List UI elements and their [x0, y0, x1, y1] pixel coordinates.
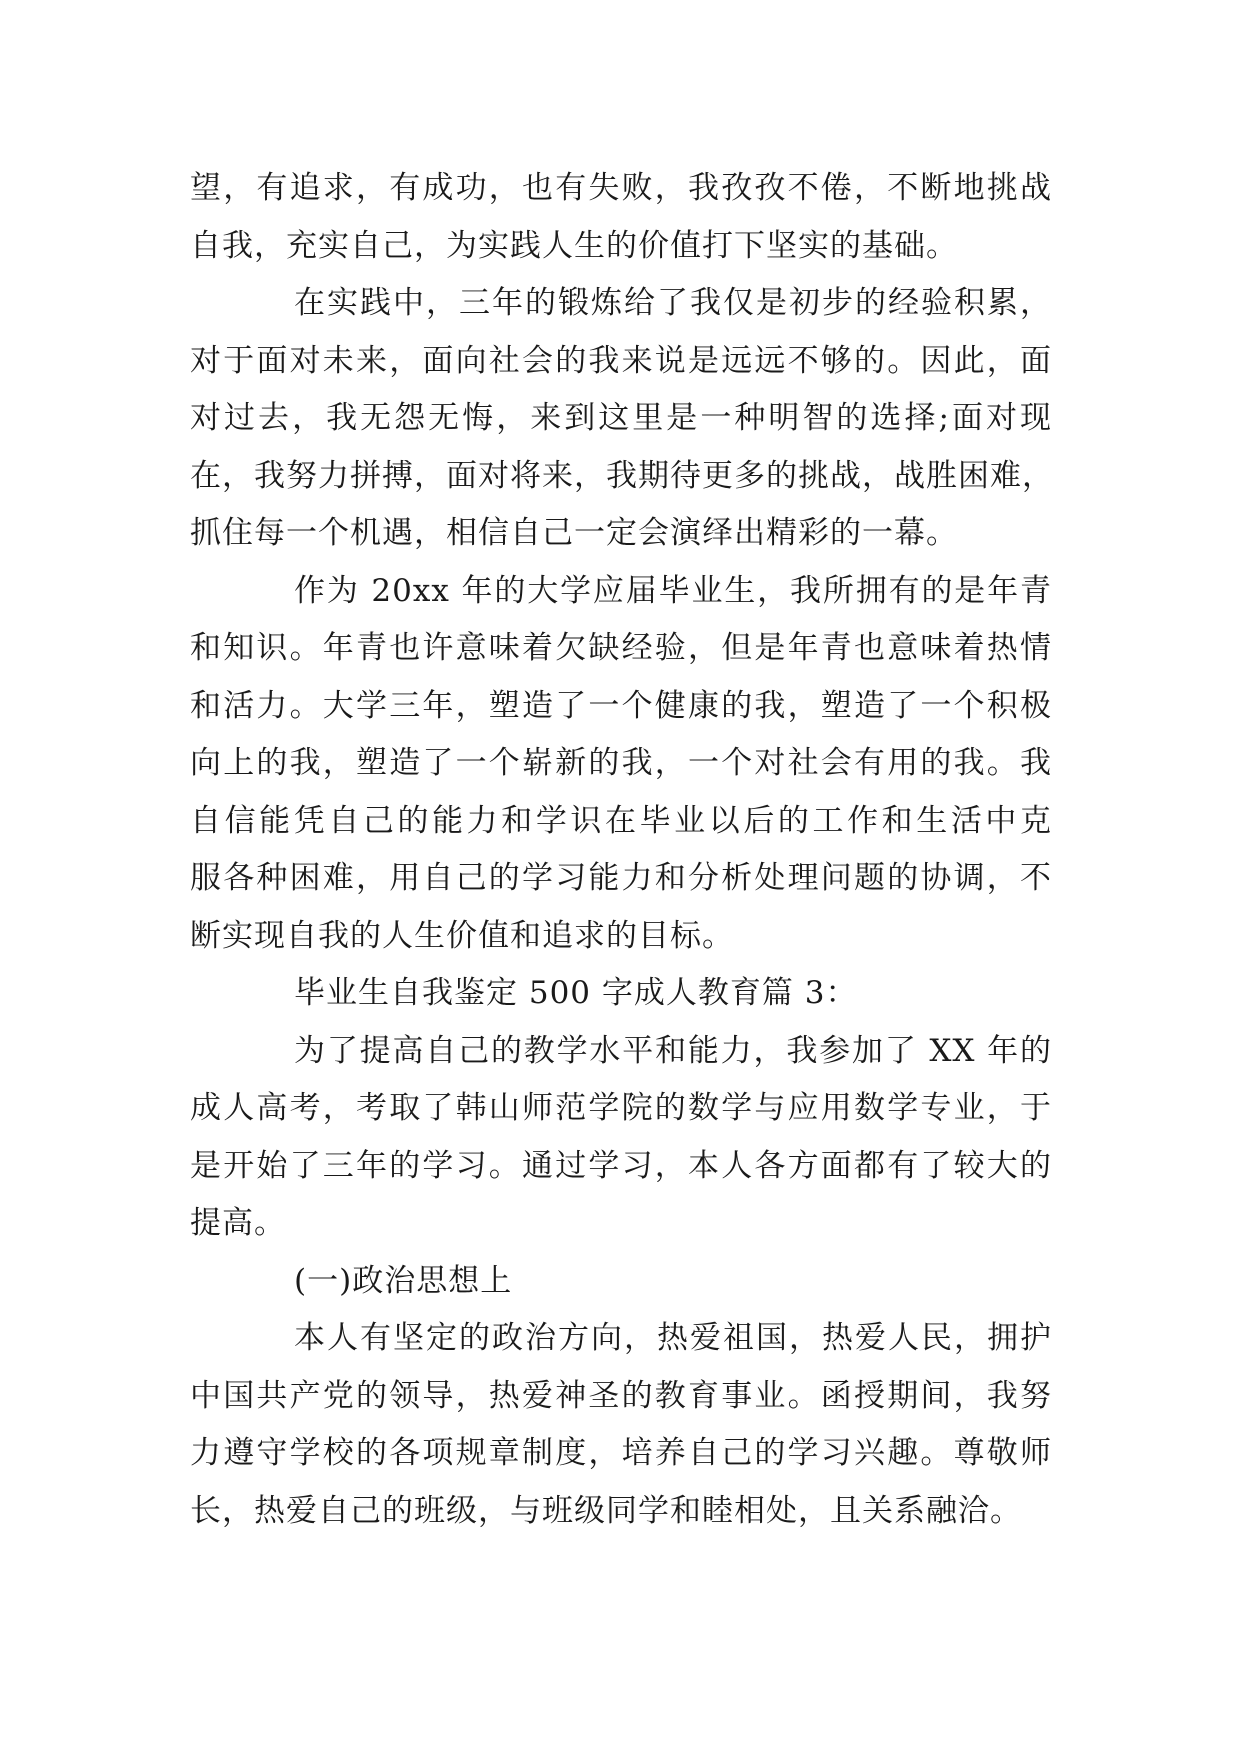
text-line: 毕业生自我鉴定 500 字成人教育篇 3： — [294, 975, 858, 1011]
text-line: 力遵守学校的各项规章制度，培养自己的学习兴趣。尊敬师 — [190, 1435, 1052, 1471]
text-line: 中国共产党的领导，热爱神圣的教育事业。函授期间，我努 — [190, 1377, 1052, 1414]
paragraph — [190, 275, 1052, 563]
text-line: 是开始了三年的学习。通过学习，本人各方面都有了较大的 — [190, 1147, 1052, 1184]
document-body — [190, 160, 1052, 1540]
text-line: 和知识。年青也许意味着欠缺经验，但是年青也意味着热情 — [190, 630, 1052, 666]
text-line: 提高。 — [190, 1205, 286, 1241]
subsection-heading — [190, 1253, 1052, 1311]
text-line: 向上的我，塑造了一个崭新的我，一个对社会有用的我。我 — [190, 745, 1052, 781]
text-line: 断实现自我的人生价值和追求的目标。 — [190, 917, 734, 954]
text-line: 抓住每一个机遇，相信自己一定会演绎出精彩的一幕。 — [190, 515, 958, 551]
text-line: 作为 20xx 年的大学应届毕业生，我所拥有的是年青 — [294, 572, 1052, 609]
text-line: 在实践中，三年的锻炼给了我仅是初步的经验积累， — [294, 285, 1052, 321]
text-line: 自我，充实自己，为实践人生的价值打下坚实的基础。 — [190, 227, 958, 264]
paragraph — [190, 160, 1052, 275]
paragraph — [190, 563, 1052, 966]
text-line: 望，有追求，有成功，也有失败，我孜孜不倦，不断地挑战 — [190, 170, 1052, 206]
text-line: 成人高考，考取了韩山师范学院的数学与应用数学专业，于 — [190, 1090, 1052, 1126]
text-line: 和活力。大学三年，塑造了一个健康的我，塑造了一个积极 — [190, 687, 1052, 724]
text-line: 本人有坚定的政治方向，热爱祖国，热爱人民，拥护 — [294, 1320, 1052, 1356]
text-line: 自信能凭自己的能力和学识在毕业以后的工作和生活中克 — [190, 802, 1052, 839]
text-line: (一)政治思想上 — [294, 1262, 513, 1299]
text-line: 服各种困难，用自己的学习能力和分析处理问题的协调，不 — [190, 860, 1052, 896]
text-line: 对过去，我无怨无悔，来到这里是一种明智的选择;面对现 — [190, 400, 1052, 436]
text-line: 对于面对未来，面向社会的我来说是远远不够的。因此，面 — [190, 342, 1052, 379]
paragraph — [190, 1310, 1052, 1540]
text-line: 长，热爱自己的班级，与班级同学和睦相处，且关系融洽。 — [190, 1492, 1022, 1529]
text-line: 在，我努力拼搏，面对将来，我期待更多的挑战，战胜困难， — [190, 457, 1054, 494]
text-line: 为了提高自己的教学水平和能力，我参加了 XX 年的 — [294, 1032, 1052, 1069]
section-heading — [190, 965, 1052, 1023]
paragraph — [190, 1023, 1052, 1253]
